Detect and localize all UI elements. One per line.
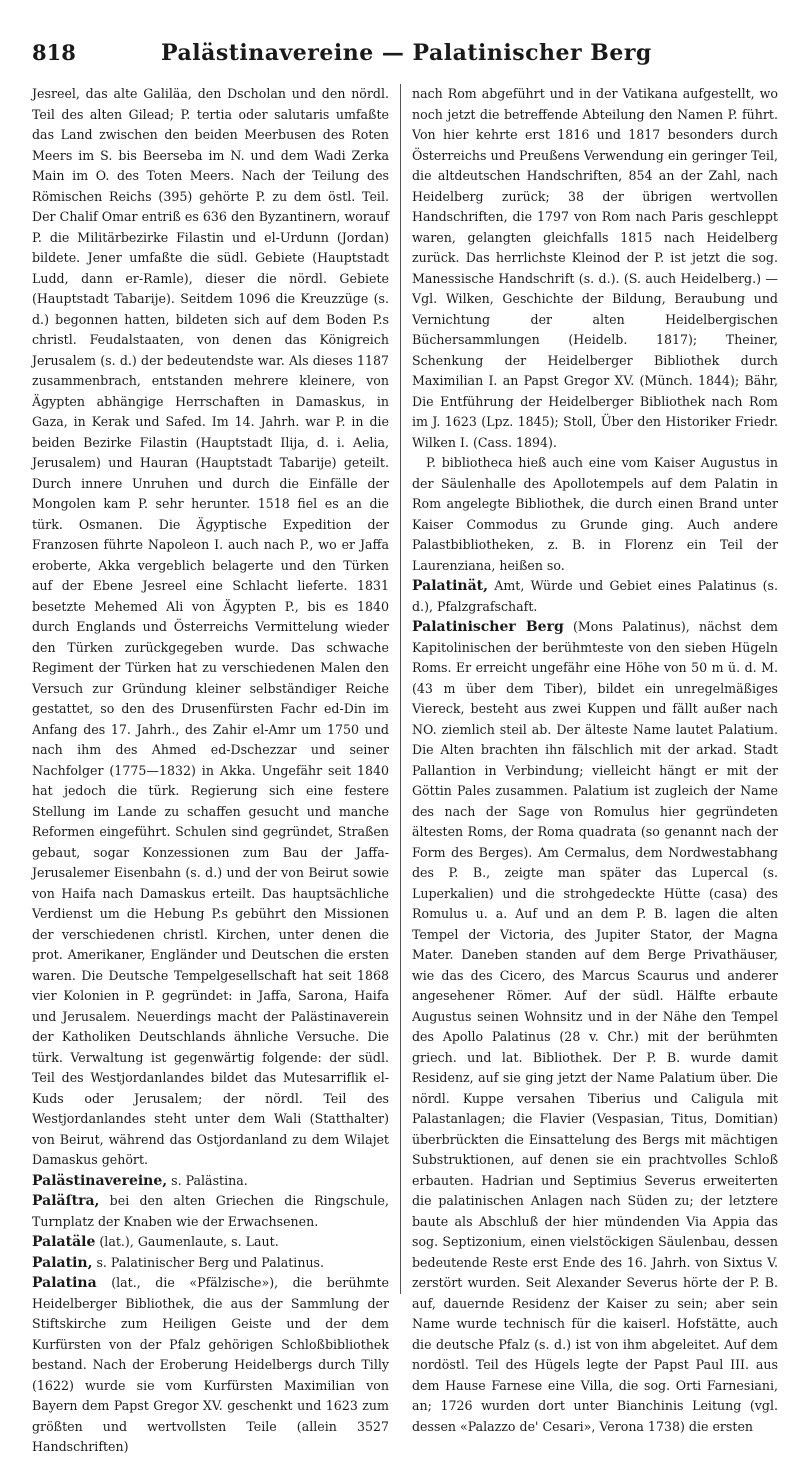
entry-text: Amt, Würde und Gebiet eines Palatinus (s. d.), Pfalzgrafschaft. xyxy=(412,578,778,614)
paragraph: Jesreel, das alte Galiläa, den Dscholan und den nördl. Teil des alten Gilead; P. tertia oder salutaris umfaßte das Land zwischen den beiden Meerbusen des Roten Meers im S. bis Beerseba im N. und dem Wadi Zerka Main im O. des Toten Meers. Nach der Teilung des Römischen Reichs (395) gehörte P. zu dem östl. Teil. Der Chalif Omar entriß es 636 den Byzantinern, worauf P. die Militärbezirke Filastin und el-Urdunn (Jordan) bildete. Jener umfaßte die südl. Gebiete (Hauptstadt Ludd, dann er-Ramle), dieser die nördl. Gebiete (Hauptstadt Tabarije). Seitdem 1096 die Kreuzzüge (s. d.) begonnen hatten, bildeten sich auf dem Boden P.s christl. Feudalstaaten, von denen das Königreich Jerusalem (s. d.) der bedeutendste war. Als dieses 1187 zusammenbrach, entstanden mehrere kleinere, von Ägypten abhängige Herrschaften in Damaskus, in Gaza, in Kerak und Safed. Im 14. Jahrh. war P. in die beiden Bezirke Filastin (Hauptstadt Ilija, d. i. Aelia, Jerusalem) und Hauran (Hauptstadt Tabarije) geteilt. Durch innere Unruhen und durch die Einfälle der Mongolen kam P. sehr herunter. 1518 fiel es an die türk. Osmanen. Die Ägyptische Expedition der Franzosen führte Napoleon I. auch nach P., wo er Jaffa eroberte, Akka vergeblich belagerte und den Türken auf der Ebene Jesreel eine Schlacht lieferte. 1831 besetzte Mehemed Ali von Ägypten P., bis es 1840 durch Englands und Österreichs Vermittelung wieder den Türken zurückgegeben wurde. Das schwache Regiment der Türken hat zu verschiedenen Malen den Versuch zur Gründung kleiner selbständiger Reiche gestattet, so den des Drusenfürsten Fachr ed-Din im Anfang des 17. Jahrh., des Zahir el-Amr um 1750 und nach ihm des Ahmed ed-Dschezzar und seiner Nachfolger (1775—1832) in Akka. Ungefähr seit 1840 hat jedoch die türk. Regierung sich eine festere Stellung im Lande zu schaffen gesucht und manche Reformen eingeführt. Schulen sind gegründet, Straßen gebaut, sogar Konzessionen zum Bau der Jaffa-Jerusalemer Eisenbahn (s. d.) und der von Beirut sowie von Haifa nach Damaskus erteilt. Das hauptsächliche Verdienst um die Hebung P.s gebührt den Missionen der verschiedenen christl. Kirchen, unter denen die prot. Amerikaner, Engländer und Deutschen die ersten waren. Die Deutsche Tempelgesellschaft hat seit 1868 vier Kolonien in P. gegründet: in Jaffa, Sarona, Haifa und Jerusalem. Neuerdings macht der Palästinaverein der Katholiken Deutschlands ähnliche Versuche. Die türk. Verwaltung ist gegenwärtig folgende: der südl. Teil des Westjordanlandes bildet das Mutesarriflik el-Kuds oder Jerusalem; der nördl. Teil des Westjordanlandes steht unter dem Wali (Statthalter) von Beirut, während das Ostjordanland zu dem Wilajet Damaskus gehört. xyxy=(32,86,389,1167)
entry-palatale xyxy=(32,1232,389,1253)
entry-lemma: Palästinavereine, xyxy=(32,1172,168,1189)
entry-palaestinavereine xyxy=(32,1171,389,1192)
paragraph: nach Rom abgeführt und in der Vatikana aufgestellt, wo noch jetzt die betreffende Abteilung den Namen P. führt. Von hier kehrte erst 1816 und 1817 besonders durch Österreichs und Preußens Verwendung ein geringer Teil, die altdeutschen Handschriften, 854 an der Zahl, nach Heidelberg zurück; 38 der übrigen wertvollen Handschriften, die 1797 von Rom nach Paris geschleppt waren, gelangten gleichfalls 1815 nach Heidelberg zurück. Das herrlichste Kleinod der P. ist jetzt die sog. Manessische Handschrift (s. d.). (S. auch Heidelberg.) — Vgl. Wilken, Geschichte der Bildung, Beraubung und Vernichtung der alten Heidelbergischen Büchersammlungen (Heidelb. 1817); Theiner, Schenkung der Heidelberger Bibliothek durch Maximilian I. an Papst Gregor XV. (Münch. 1844); Bähr, Die Entführung der Heidelberger Bibliothek nach Rom im J. 1623 (Lpz. 1845); Stoll, Über den Historiker Friedr. Wilken I. (Cass. 1894). xyxy=(412,86,778,450)
entry-text: s. Palästina. xyxy=(167,1172,248,1188)
entry-palatinaet xyxy=(412,576,778,617)
entry-palatin xyxy=(32,1253,389,1274)
right-column xyxy=(412,84,778,1437)
entry-lemma: Palatäle xyxy=(32,1234,96,1250)
page-header xyxy=(32,40,777,76)
paragraph: P. bibliotheca hieß auch eine vom Kaiser Augustus in der Säulenhalle des Apollotempels auf dem Palatin in Rom angelegte Bibliothek, die durch einen Brand unter Kaiser Commodus zu Grunde ging. Auch andere Palastbibliotheken, z. B. in Florenz ein Teil der Laurenziana, heißen so. xyxy=(412,455,778,573)
entry-palaestra xyxy=(32,1191,389,1232)
entry-text: bei den alten Griechen die Ringschule, Turnplatz der Knaben wie der Erwachsenen. xyxy=(32,1193,389,1229)
entry-palatinischer-berg xyxy=(412,617,778,1437)
entry-lemma: Palatin, xyxy=(32,1254,93,1271)
entry-text: (lat., die «Pfälzische»), die berühmte Heidelberger Bibliothek, die aus der Sammlung der Stiftskirche zum Heiligen Geiste und der dem Kurfürsten von der Pfalz gehörigen Schloßbibliothek bestand. Nach der Eroberung Heidelbergs durch Tilly (1622) wurde sie vom Kurfürsten Maximilian von Bayern dem Papst Gregor XV. geschenkt und 1623 zum größten und wertvollsten Teile (allein 3527 Handschriften) xyxy=(32,1275,389,1454)
entry-text: s. Palatinischer Berg und Palatinus. xyxy=(92,1254,325,1270)
entry-text: (Mons Palatinus), nächst dem Kapitolinischen der berühmteste von den sieben Hügeln Roms. Er erreicht ungefähr eine Höhe von 50 m ü. d. M. (43 m über dem Tiber), bildet ein unregelmäßiges Viereck, besteht aus zwei Kuppen und fällt außer nach NO. ziemlich steil ab. Der älteste Name lautet Palatium. Die Alten brachten ihn fälschlich mit der arkad. Stadt Pallantion in Verbindung; vielleicht hängt er mit der Göttin Pales zusammen. Palatium ist zugleich der Name des nach der Sage von Romulus hier gegründeten ältesten Roms, der Roma quadrata (so genannt nach der Form des Berges). Am Cermalus, dem Nordwestabhang des P. B., zeigte man später das Lupercal (s. Luperkalien) und die strohgedeckte Hütte (casa) des Romulus u. a. Auf und an dem P. B. lagen die alten Tempel der Victoria, des Jupiter Stator, der Magna Mater. Daneben standen auf dem Berge Privathäuser, wie das des Cicero, des Marcus Scaurus und anderer angesehener Römer. Auf der südl. Hälfte erbaute Augustus seinen Wohnsitz und in der Nähe den Tempel des Apollo Palatinus (28 v. Chr.) mit der berühmten griech. und lat. Bibliothek. Der P. B. wurde damit Residenz, auf sie ging jetzt der Name Palatium über. Die nördl. Kuppe versahen Tiberius und Caligula mit Palastanlagen; die Flavier (Vespasian, Titus, Domitian) überbrückten die Einsattelung des Bergs mit mächtigen Substruktionen, auf denen sie ein prachtvolles Schloß erbauten. Hadrian und Septimius Severus erweiterten die palatinischen Anlagen nach Süden zu; der letztere baute als Abschluß der hier mündenden Via Appia das sog. Septizonium, einen vielstöckigen Säulenbau, dessen bedeutende Reste erst Ende des 16. Jahrh. von Sixtus V. zerstört wurden. Seit Alexander Severus hörte der P. B. auf, dauernde Residenz der Kaiser zu sein; aber sein Name wurde technisch für die kaiserl. Hofstätte, auch die deutsche Pfalz (s. d.) ist von ihm abgeleitet. Auf dem nordöstl. Teil des Hügels legte der Papst Paul III. aus dem Hause Farnese eine Villa, die sog. Orti Farnesiani, an; 1726 wurden dort unter Bianchinis Leitung (vgl. dessen «Palazzo de' Cesari», Verona 1738) die ersten xyxy=(412,619,778,1434)
entry-lemma: Palatinischer Berg xyxy=(412,619,564,635)
entry-palatina xyxy=(32,1273,389,1458)
left-column xyxy=(32,84,389,1458)
entry-lemma: Palatina xyxy=(32,1275,97,1291)
entry-lemma: Paläſtra, xyxy=(32,1193,100,1209)
page-number: 818 xyxy=(32,40,76,65)
entry-lemma: Palatinät, xyxy=(412,578,488,594)
running-head: Palästinavereine — Palatinischer Berg xyxy=(161,40,652,66)
entry-text: (lat.), Gaumenlaute, s. Laut. xyxy=(95,1234,279,1249)
column-divider xyxy=(400,84,401,1294)
